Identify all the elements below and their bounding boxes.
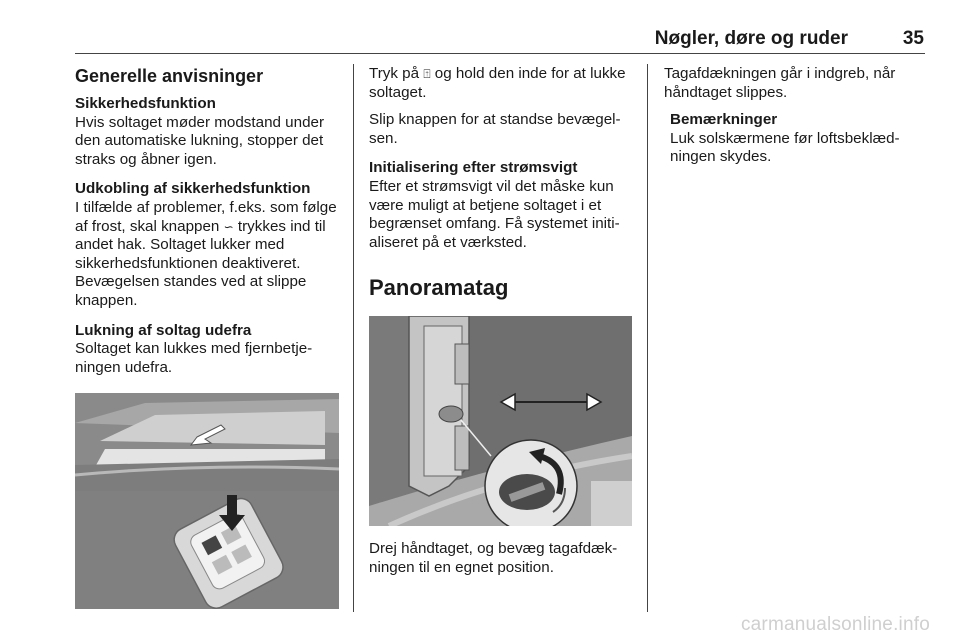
- panorama-roof-illustration: [369, 316, 632, 526]
- figure-caption: Drej håndtaget, og bevæg tagafdækningen til en egnet position.: [369, 540, 618, 576]
- section-heading-panoramatag: Panoramatag: [369, 275, 509, 301]
- paragraph-sikkerhedsfunktion: Hvis soltaget møder modstand under den automatiske lukning, stopper det straks og åbner igen.: [75, 113, 325, 168]
- paragraph-tryk-part-b: og hold den inde for at lukke soltaget.: [369, 65, 626, 101]
- column-divider-2: [647, 64, 648, 612]
- figure-caption-container: [369, 540, 635, 577]
- subheading-lukning-udefra: Lukning af soltag udefra: [75, 321, 252, 339]
- note-title: Bemærkninger: [670, 111, 778, 129]
- paragraph-lukning-udefra: Soltaget kan lukkes med fjernbetjeningen udefra.: [75, 340, 313, 376]
- footer-watermark-url: carmanualsonline.info: [740, 614, 930, 635]
- close-button-icon: ⍐: [423, 67, 431, 81]
- column-2: [369, 65, 635, 302]
- column-1: [75, 65, 343, 377]
- sunroof-remote-illustration: [75, 393, 339, 609]
- column-divider-1: [353, 64, 354, 612]
- page-number: 35: [902, 28, 924, 49]
- column-3: [664, 65, 928, 167]
- sunroof-switch-icon: ∽: [223, 219, 234, 234]
- running-header-title: Nøgler, døre og ruder: [654, 28, 848, 49]
- paragraph-tryk-part-a: Tryk på: [369, 65, 420, 82]
- paragraph-initialisering: Efter et strømsvigt vil det måske kun være muligt at betjene soltaget i et begrænset omfang. Få systemet initialiseret på et værksted.: [369, 177, 620, 251]
- note-box: [664, 111, 928, 167]
- header-rule: [75, 53, 925, 54]
- section-heading-generelle: Generelle anvisninger: [75, 66, 264, 86]
- subheading-udkobling: Udkobling af sikkerhedsfunktion: [75, 180, 311, 198]
- paragraph-tryk: [369, 65, 635, 102]
- subheading-initialisering: Initialisering efter strømsvigt: [369, 159, 578, 177]
- paragraph-tagafdaekning: Tagafdækningen går i indgreb, når håndtaget slippes.: [664, 65, 896, 101]
- paragraph-udkobling-part-b: trykkes ind til andet hak. Soltaget lukker med sikkerhedsfunktionen deaktiveret. Bevægelsen standes ved at slippe knappen.: [75, 217, 326, 309]
- paragraph-slip: Slip knappen for at standse bevægelsen.: [369, 111, 621, 147]
- subheading-sikkerhedsfunktion: Sikkerhedsfunktion: [75, 95, 216, 112]
- paragraph-udkobling-part-a: I tilfælde af problemer, f.eks. som følge af frost, skal knappen: [75, 198, 337, 235]
- note-text: Luk solskærmene før loftsbeklædningen skydes.: [670, 129, 900, 166]
- paragraph-udkobling: [75, 199, 343, 311]
